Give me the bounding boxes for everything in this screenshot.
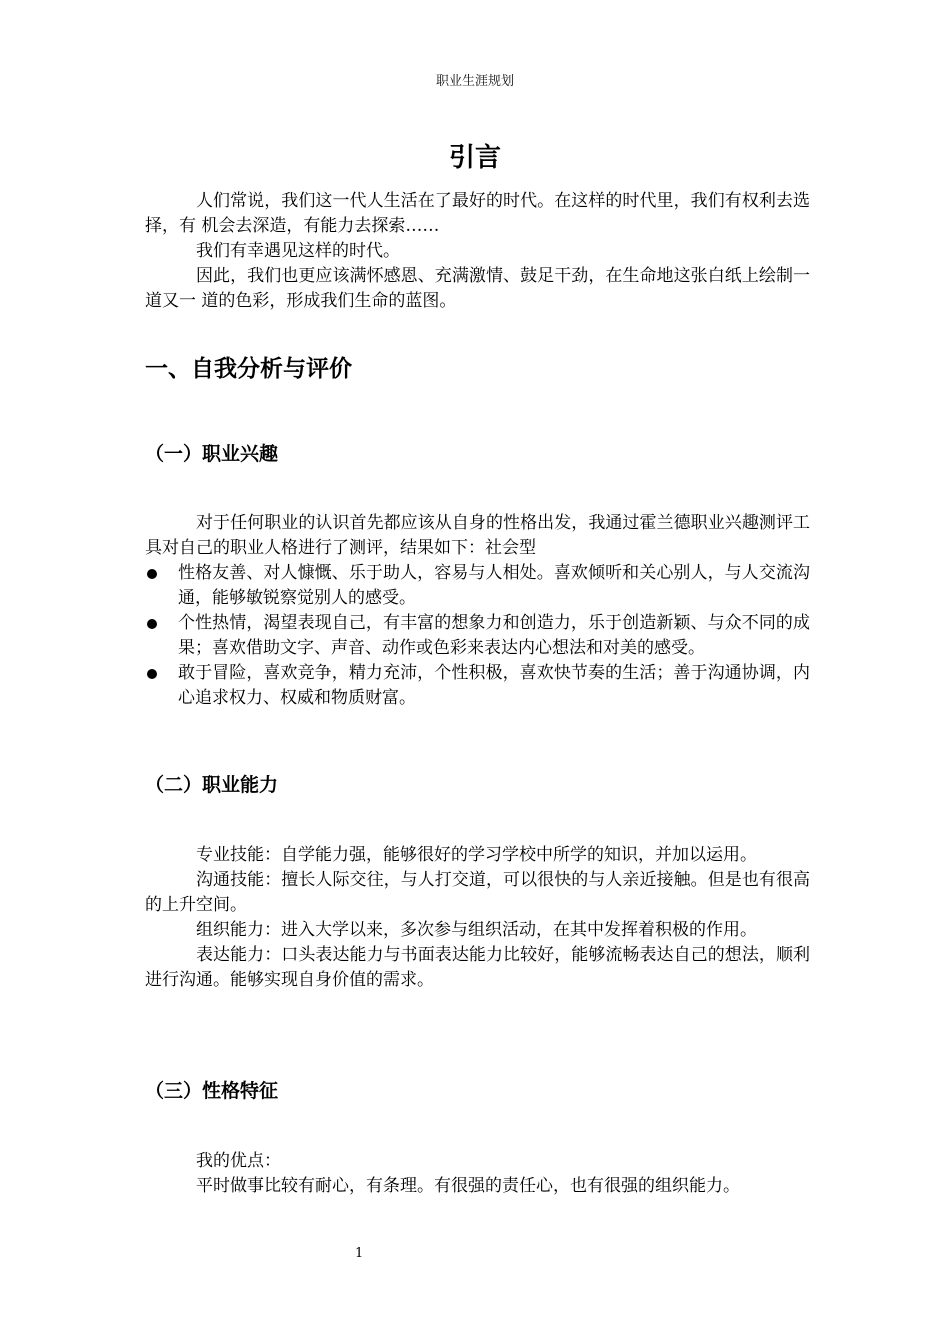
subsection-heading-interest: （一）职业兴趣 — [145, 443, 279, 465]
list-item — [145, 661, 810, 711]
intro-section — [145, 189, 810, 314]
subsection-heading-ability: （二）职业能力 — [145, 774, 279, 796]
list-item — [145, 561, 810, 611]
ability-paragraph-2: 沟通技能：擅长人际交往，与人打交道，可以很快的与人亲近接触。但是也有很高的上升空间。 — [145, 870, 810, 915]
list-item — [145, 611, 810, 661]
bullet-dot-icon — [147, 619, 157, 629]
subsection-heading-personality: （三）性格特征 — [145, 1080, 279, 1102]
personality-paragraph-2: 平时做事比较有耐心，有条理。有很强的责任心，也有很强的组织能力。 — [196, 1176, 740, 1196]
interest-paragraph: 对于任何职业的认识首先都应该从自身的性格出发，我通过霍兰德职业兴趣测评工具对自己的职业人格进行了测评，结果如下：社会型 — [145, 513, 810, 558]
section-heading-self-analysis: 一、自我分析与评价 — [145, 356, 352, 382]
intro-paragraph-2: 我们有幸遇见这样的时代。 — [196, 241, 400, 261]
intro-paragraph-1: 人们常说，我们这一代人生活在了最好的时代。在这样的时代里，我们有权利去选择，有 机会去深造，有能力去探索…… — [145, 191, 810, 236]
ability-paragraph-1: 专业技能：自学能力强，能够很好的学习学校中所学的知识，并加以运用。 — [196, 845, 757, 865]
intro-paragraph-3: 因此，我们也更应该满怀感恩、充满激情、鼓足干劲，在生命地这张白纸上绘制一道又一 道的色彩，形成我们生命的蓝图。 — [145, 266, 810, 311]
ability-section — [145, 843, 810, 993]
bullet-text: 性格友善、对人慷慨、乐于助人，容易与人相处。喜欢倾听和关心别人，与人交流沟通，能够敏锐察觉别人的感受。 — [178, 563, 810, 608]
interest-section — [145, 511, 810, 711]
bullet-dot-icon — [147, 569, 157, 579]
bullet-dot-icon — [147, 669, 157, 679]
ability-paragraph-4: 表达能力：口头表达能力与书面表达能力比较好，能够流畅表达自己的想法，顺利进行沟通。能够实现自身价值的需求。 — [145, 945, 810, 990]
page-header: 职业生涯规划 — [435, 74, 514, 89]
personality-paragraph-1: 我的优点： — [196, 1151, 281, 1171]
interest-bullet-list — [145, 561, 810, 711]
page-number: 1 — [355, 1246, 364, 1261]
bullet-text: 个性热情，渴望表现自己，有丰富的想象力和创造力，乐于创造新颖、与众不同的成果；喜欢借助文字、声音、动作或色彩来表达内心想法和对美的感受。 — [178, 613, 810, 658]
bullet-text: 敢于冒险，喜欢竞争，精力充沛，个性积极，喜欢快节奏的生活；善于沟通协调，内心追求权力、权威和物质财富。 — [178, 663, 810, 708]
personality-section — [145, 1149, 810, 1199]
document-title: 引言 — [448, 143, 501, 173]
ability-paragraph-3: 组织能力：进入大学以来，多次参与组织活动，在其中发挥着积极的作用。 — [196, 920, 757, 940]
